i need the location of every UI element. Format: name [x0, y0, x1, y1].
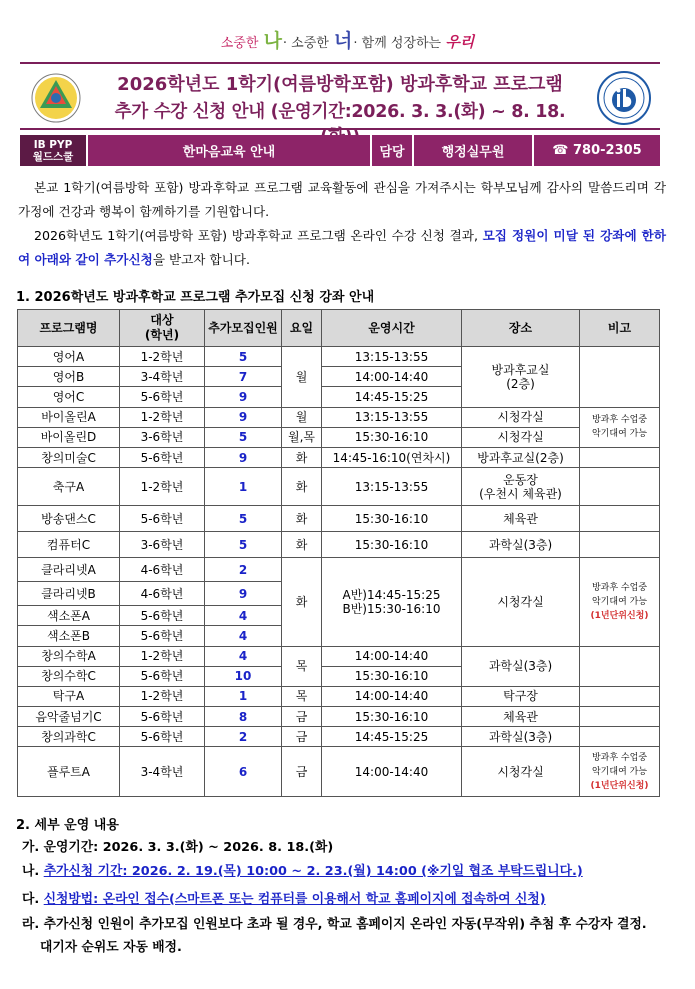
detail-da — [22, 888, 546, 907]
cell-time: 13:15-13:55 — [322, 347, 462, 367]
cell-count: 4 — [205, 626, 282, 646]
cell-place: 시청각실 — [462, 407, 580, 427]
cell-program: 탁구A — [18, 686, 120, 706]
cell-count: 4 — [205, 646, 282, 666]
section2-title: 2. 세부 운영 내용 — [16, 818, 119, 833]
cell-count: 10 — [205, 666, 282, 686]
cell-place — [462, 468, 580, 506]
cell-place: 방과후교실(2층) — [462, 447, 580, 467]
cell-program: 창의수학A — [18, 646, 120, 666]
cell-time: 14:45-16:10(연차시) — [322, 447, 462, 467]
cell-note — [580, 347, 660, 408]
table-row — [18, 347, 660, 367]
wind-time-l2: B반)15:30-16:10 — [342, 601, 441, 616]
cell-note — [580, 447, 660, 467]
header-target-l1: 대상 — [150, 313, 174, 327]
header-day: 요일 — [282, 310, 322, 347]
cell-note — [580, 407, 660, 447]
cell-note — [580, 506, 660, 532]
english-place-l2: (2층) — [506, 376, 535, 391]
header-target — [120, 310, 205, 347]
header-place: 장소 — [462, 310, 580, 347]
slogan-uri: 우리 — [445, 33, 475, 51]
ib-school-line1: IB PYP — [33, 138, 73, 151]
guide-label: 한마음교육 안내 — [88, 135, 372, 166]
title-box — [20, 62, 660, 130]
cell-place: 탁구장 — [462, 686, 580, 706]
slogan-part2: · 소중한 — [282, 36, 329, 51]
cell-place: 체육관 — [462, 707, 580, 727]
cell-program: 바이올린D — [18, 427, 120, 447]
cell-count: 6 — [205, 747, 282, 797]
cell-count: 2 — [205, 558, 282, 582]
cell-place: 시청각실 — [462, 747, 580, 797]
cell-note — [580, 646, 660, 686]
cell-day: 금 — [282, 747, 322, 797]
cell-program: 영어A — [18, 347, 120, 367]
header-program: 프로그램명 — [18, 310, 120, 347]
detail-da-text: 신청방법: 온라인 접수(스마트폰 또는 컴퓨터를 이용해서 학교 홈페이지에 접속하여 신청) — [43, 892, 546, 907]
cell-count: 5 — [205, 427, 282, 447]
soccer-place-l1: 운동장 — [503, 472, 538, 487]
cell-time: 14:45-15:25 — [322, 387, 462, 407]
cell-grade: 1-2학년 — [120, 407, 205, 427]
cell-program: 컴퓨터C — [18, 532, 120, 558]
cell-program: 영어B — [18, 367, 120, 387]
intro-p2-a: 2026학년도 1학기(여름방학 포함) 방과후학교 프로그램 온라인 수강 신청 결과, — [34, 228, 483, 243]
detail-ra-line1: 라. 추가신청 인원이 추가모집 인원보다 초과 될 경우, 학교 홈페이지 온라인 자동(무작위) 추첨 후 수강자 결정. — [22, 917, 647, 932]
ib-school-line2: 월드스쿨 — [32, 150, 74, 163]
cell-day: 월 — [282, 347, 322, 408]
phone-number: ☎ 780-2305 — [534, 135, 660, 166]
cell-time: 13:15-13:55 — [322, 407, 462, 427]
flute-note-l2: 악기대여 가능 — [591, 766, 648, 777]
violin-note-l1: 방과후 수업중 — [591, 415, 648, 426]
cell-note — [580, 558, 660, 646]
detail-ra-line2: 대기자 순위도 자동 배정. — [40, 940, 182, 955]
cell-grade: 3-4학년 — [120, 747, 205, 797]
header-count: 추가모집인원 — [205, 310, 282, 347]
cell-grade: 3-4학년 — [120, 367, 205, 387]
cell-grade: 4-6학년 — [120, 582, 205, 606]
cell-time: 15:30-16:10 — [322, 666, 462, 686]
info-bar — [20, 135, 660, 166]
cell-grade: 5-6학년 — [120, 666, 205, 686]
detail-ga: 가. 운영기간: 2026. 3. 3.(화) ~ 2026. 8. 18.(화) — [22, 840, 334, 855]
cell-grade: 5-6학년 — [120, 626, 205, 646]
cell-time: 14:45-15:25 — [322, 727, 462, 747]
cell-grade: 1-2학년 — [120, 468, 205, 506]
cell-program: 창의과학C — [18, 727, 120, 747]
cell-count: 2 — [205, 727, 282, 747]
cell-count: 1 — [205, 686, 282, 706]
cell-place: 시청각실 — [462, 427, 580, 447]
table-row — [18, 468, 660, 506]
title-line1: 2026학년도 1학기(여름방학포함) 방과후학교 프로그램 — [117, 74, 563, 95]
cell-count: 9 — [205, 582, 282, 606]
header-time: 운영시간 — [322, 310, 462, 347]
cell-day: 화 — [282, 558, 322, 646]
cell-time — [322, 558, 462, 646]
cell-time: 15:30-16:10 — [322, 427, 462, 447]
cell-day: 금 — [282, 727, 322, 747]
ib-school-label — [20, 135, 88, 166]
cell-grade: 5-6학년 — [120, 506, 205, 532]
cell-day: 목 — [282, 686, 322, 706]
cell-grade: 1-2학년 — [120, 347, 205, 367]
table-row — [18, 558, 660, 582]
cell-place — [462, 347, 580, 408]
cell-place: 체육관 — [462, 506, 580, 532]
cell-note — [580, 707, 660, 727]
header-target-l2: (학년) — [144, 328, 180, 342]
cell-note — [580, 686, 660, 706]
cell-count: 5 — [205, 347, 282, 367]
cell-count: 9 — [205, 447, 282, 467]
cell-time: 15:30-16:10 — [322, 506, 462, 532]
table-row — [18, 646, 660, 666]
english-place-l1: 방과후교실 — [491, 362, 550, 377]
cell-program: 축구A — [18, 468, 120, 506]
table-row — [18, 447, 660, 467]
cell-count: 4 — [205, 606, 282, 626]
table-row — [18, 407, 660, 427]
table-row — [18, 532, 660, 558]
cell-program: 방송댄스C — [18, 506, 120, 532]
intro-p2-b: 을 받고자 합니다. — [152, 252, 250, 267]
cell-day: 목 — [282, 646, 322, 686]
cell-day: 월 — [282, 407, 322, 427]
intro-p2-highlight: 모집 정원이 미달 된 강좌에 한하여 아래와 같이 추가신청 — [18, 228, 666, 267]
wind-note-l3: (1년단위신청) — [590, 610, 649, 621]
cell-count: 9 — [205, 407, 282, 427]
cell-place: 과학실(3층) — [462, 727, 580, 747]
cell-grade: 3-6학년 — [120, 532, 205, 558]
cell-place: 과학실(3층) — [462, 646, 580, 686]
table-row — [18, 506, 660, 532]
cell-program: 클라리넷B — [18, 582, 120, 606]
cell-day: 화 — [282, 506, 322, 532]
table-row — [18, 707, 660, 727]
cell-time: 14:00-14:40 — [322, 646, 462, 666]
cell-time: 14:00-14:40 — [322, 747, 462, 797]
intro-paragraph-1: 본교 1학기(여름방학 포함) 방과후학교 프로그램 교육활동에 관심을 가져주시는 학부모님께 감사의 말씀드리며 각 가정에 건강과 행복이 함께하기를 기원합니다. — [18, 180, 666, 219]
detail-na-text: 추가신청 기간: 2026. 2. 19.(목) 10:00 ~ 2. 23.(월) 14:00 (※기일 협조 부탁드립니다.) — [43, 864, 583, 879]
soccer-place-l2: (우천시 체육관) — [479, 486, 562, 501]
wind-note-l1: 방과후 수업중 — [591, 582, 648, 593]
cell-program: 창의수학C — [18, 666, 120, 686]
slogan-na-glyph: 나 — [263, 30, 282, 52]
detail-na — [22, 860, 583, 879]
cell-grade: 4-6학년 — [120, 558, 205, 582]
cell-grade: 5-6학년 — [120, 727, 205, 747]
cell-note — [580, 468, 660, 506]
table-header-row — [18, 310, 660, 347]
cell-program: 색소폰B — [18, 626, 120, 646]
cell-program: 클라리넷A — [18, 558, 120, 582]
cell-time: 15:30-16:10 — [322, 707, 462, 727]
charge-label: 담당 — [372, 135, 414, 166]
violin-note-l2: 악기대여 가능 — [591, 429, 648, 440]
cell-grade: 5-6학년 — [120, 387, 205, 407]
cell-day: 금 — [282, 707, 322, 727]
cell-count: 5 — [205, 532, 282, 558]
cell-day: 화 — [282, 532, 322, 558]
cell-grade: 1-2학년 — [120, 686, 205, 706]
intro-paragraph-2 — [18, 224, 666, 272]
wind-time-l1: A반)14:45-15:25 — [342, 587, 441, 602]
table-row — [18, 727, 660, 747]
cell-program: 바이올린A — [18, 407, 120, 427]
detail-da-prefix: 다. — [22, 892, 44, 907]
detail-na-prefix: 나. — [22, 864, 44, 879]
flute-note-l1: 방과후 수업중 — [591, 752, 648, 763]
cell-count: 9 — [205, 387, 282, 407]
program-table — [17, 309, 660, 797]
cell-count: 1 — [205, 468, 282, 506]
cell-day: 화 — [282, 447, 322, 467]
charge-person: 행정실무원 — [414, 135, 534, 166]
table-row — [18, 686, 660, 706]
cell-note — [580, 727, 660, 747]
cell-program: 플루트A — [18, 747, 120, 797]
wind-note-l2: 악기대여 가능 — [591, 596, 648, 607]
slogan — [0, 26, 695, 53]
cell-program: 영어C — [18, 387, 120, 407]
cell-place: 과학실(3층) — [462, 532, 580, 558]
cell-time: 14:00-14:40 — [322, 686, 462, 706]
ib-world-school-logo-icon — [596, 70, 652, 126]
school-emblem-icon — [30, 72, 82, 124]
slogan-part1: 소중한 — [220, 36, 259, 51]
cell-time: 15:30-16:10 — [322, 532, 462, 558]
cell-grade: 3-6학년 — [120, 427, 205, 447]
cell-day: 월,목 — [282, 427, 322, 447]
slogan-part3: · 함께 성장하는 — [353, 36, 442, 51]
cell-program: 색소폰A — [18, 606, 120, 626]
cell-place: 시청각실 — [462, 558, 580, 646]
cell-program: 음악줄넘기C — [18, 707, 120, 727]
cell-grade: 1-2학년 — [120, 646, 205, 666]
cell-grade: 5-6학년 — [120, 707, 205, 727]
table-row — [18, 427, 660, 447]
cell-time: 13:15-13:55 — [322, 468, 462, 506]
cell-day: 화 — [282, 468, 322, 506]
header-note: 비고 — [580, 310, 660, 347]
title-line2: 추가 수강 신청 안내 (운영기간:2026. 3. 3.(화) ~ 8. 18. — [114, 102, 566, 122]
cell-grade: 5-6학년 — [120, 606, 205, 626]
cell-grade: 5-6학년 — [120, 447, 205, 467]
cell-count: 5 — [205, 506, 282, 532]
cell-count: 8 — [205, 707, 282, 727]
cell-note — [580, 747, 660, 797]
slogan-neo-glyph: 너 — [334, 30, 353, 52]
section1-title: 1. 2026학년도 방과후학교 프로그램 추가모집 신청 강좌 안내 — [16, 290, 375, 305]
cell-time: 14:00-14:40 — [322, 367, 462, 387]
cell-program: 창의미술C — [18, 447, 120, 467]
cell-note — [580, 532, 660, 558]
table-row — [18, 747, 660, 797]
cell-count: 7 — [205, 367, 282, 387]
flute-note-l3: (1년단위신청) — [590, 780, 649, 791]
